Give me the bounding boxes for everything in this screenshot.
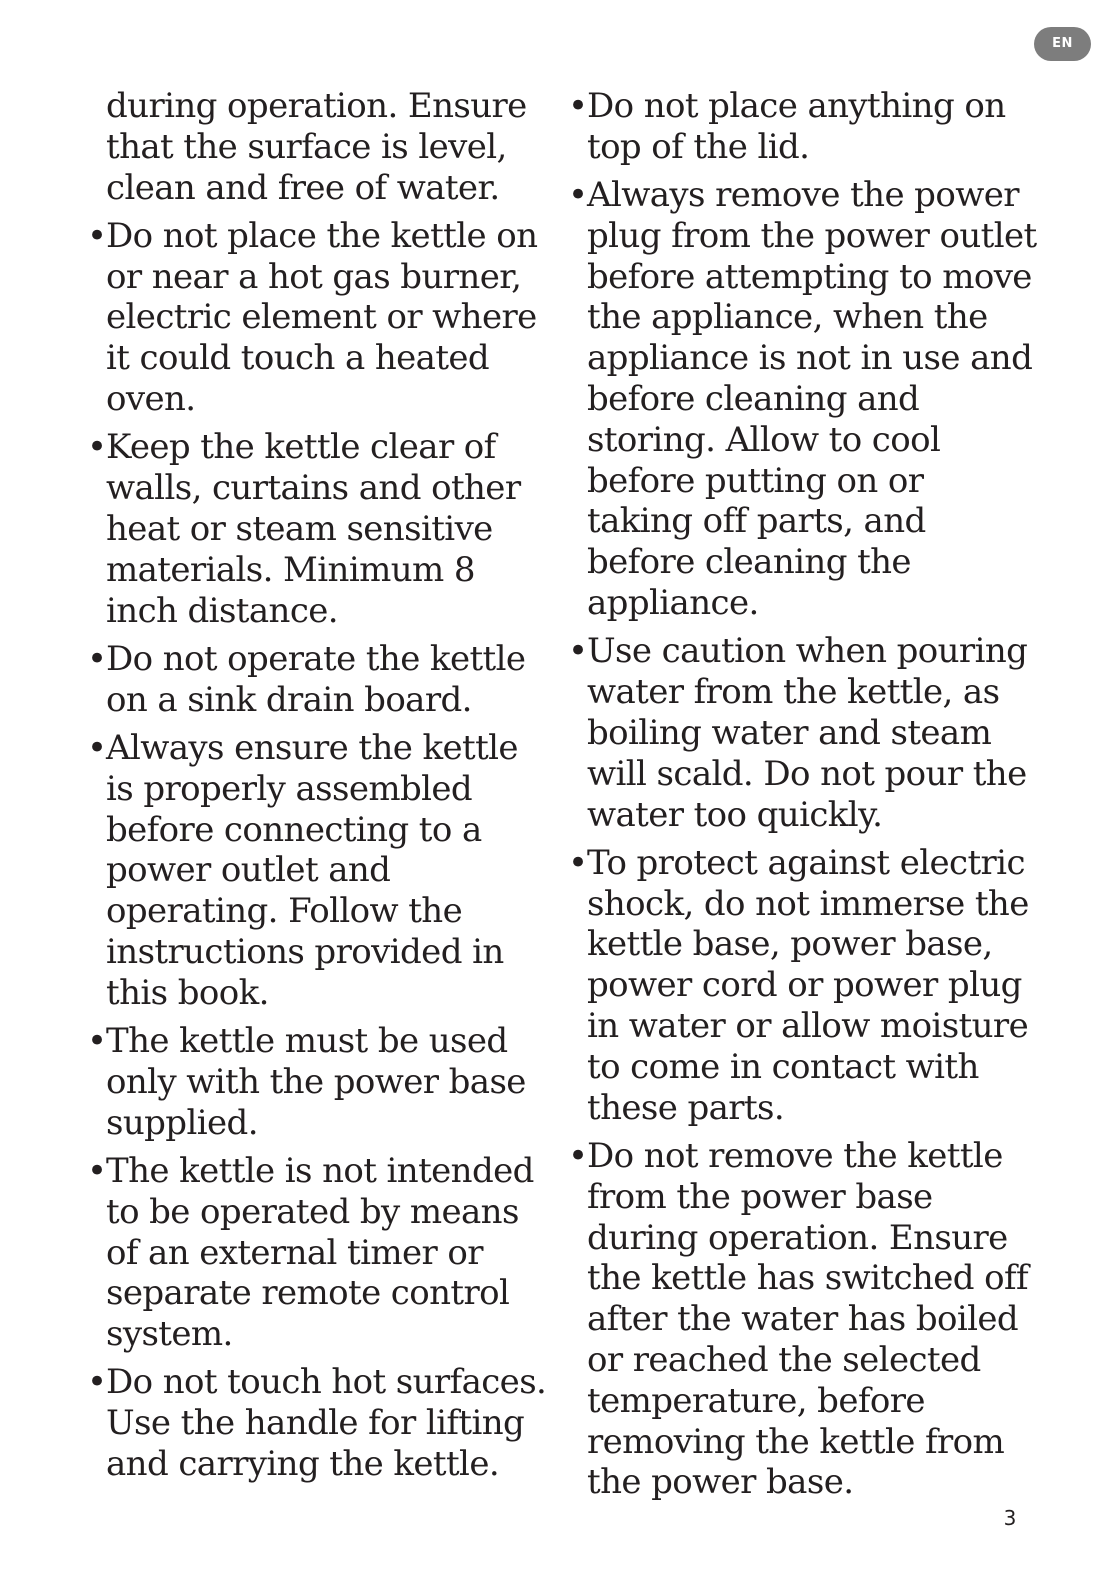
list-item	[87, 216, 552, 420]
list-item	[568, 631, 1038, 835]
list-item	[568, 175, 1038, 624]
bullet-icon: •	[87, 427, 107, 468]
bullet-icon: •	[568, 175, 588, 216]
bullet-icon: •	[568, 1135, 588, 1176]
list-item	[87, 728, 552, 1014]
list-item-text: Always ensure the kettle is properly assembled before connecting to a power outlet and operating. Follow the instructions provided in this book.	[106, 727, 518, 1013]
left-column	[87, 86, 552, 1492]
list-item-text: Do not operate the kettle on a sink drain board.	[106, 638, 526, 720]
list-item	[568, 843, 1038, 1129]
bullet-icon: •	[87, 1362, 107, 1403]
bullet-icon: •	[568, 842, 588, 883]
bullet-icon: •	[87, 638, 107, 679]
list-item	[87, 1151, 552, 1355]
bullet-icon: •	[87, 727, 107, 768]
language-badge: EN	[1034, 27, 1091, 61]
bullet-icon: •	[568, 86, 588, 126]
list-item	[568, 86, 1038, 168]
list-item-text: Do not place anything on top of the lid.	[587, 86, 1006, 167]
list-item-text: Do not place the kettle on or near a hot gas burner, electric element or where it could touch a heated oven.	[106, 215, 538, 420]
list-item-text: The kettle is not intended to be operated by means of an external timer or separate remote control system.	[106, 1150, 534, 1355]
page-number: 3	[1003, 1506, 1017, 1530]
list-item	[568, 1136, 1038, 1503]
bullet-icon: •	[87, 1150, 107, 1191]
list-item-text: Keep the kettle clear of walls, curtains and other heat or steam sensitive materials. Minimum 8 inch distance.	[106, 427, 521, 631]
list-item-text: Do not remove the kettle from the power base during operation. Ensure the kettle has switched off after the water has boiled or reached the selected temperature, before removing the kettle from the power base.	[587, 1135, 1028, 1503]
list-item-text: Do not touch hot surfaces. Use the handle for lifting and carrying the kettle.	[106, 1362, 547, 1484]
list-item-text: To protect against electric shock, do not immerse the kettle base, power base, power cord or power plug in water or allow moisture to come in contact with these parts.	[587, 842, 1029, 1128]
list-item	[87, 1021, 552, 1143]
bullet-icon: •	[87, 1021, 107, 1062]
list-item	[87, 639, 552, 721]
list-item	[87, 1362, 552, 1484]
list-item-text: Always remove the power plug from the power outlet before attempting to move the appliance, when the appliance is not in use and before cleaning and storing. Allow to cool before putting on or taking off parts, and before cleaning the appliance.	[587, 175, 1037, 624]
list-item-text: The kettle must be used only with the power base supplied.	[106, 1021, 526, 1143]
bullet-icon: •	[87, 215, 107, 256]
right-column	[568, 86, 1038, 1511]
continued-paragraph: during operation. Ensure that the surface is level, clean and free of water.	[106, 86, 527, 208]
bullet-icon: •	[568, 631, 588, 672]
list-item-text: Use caution when pouring water from the kettle, as boiling water and steam will scald. Do not pour the water too quickly.	[587, 631, 1028, 835]
list-item	[87, 427, 552, 631]
